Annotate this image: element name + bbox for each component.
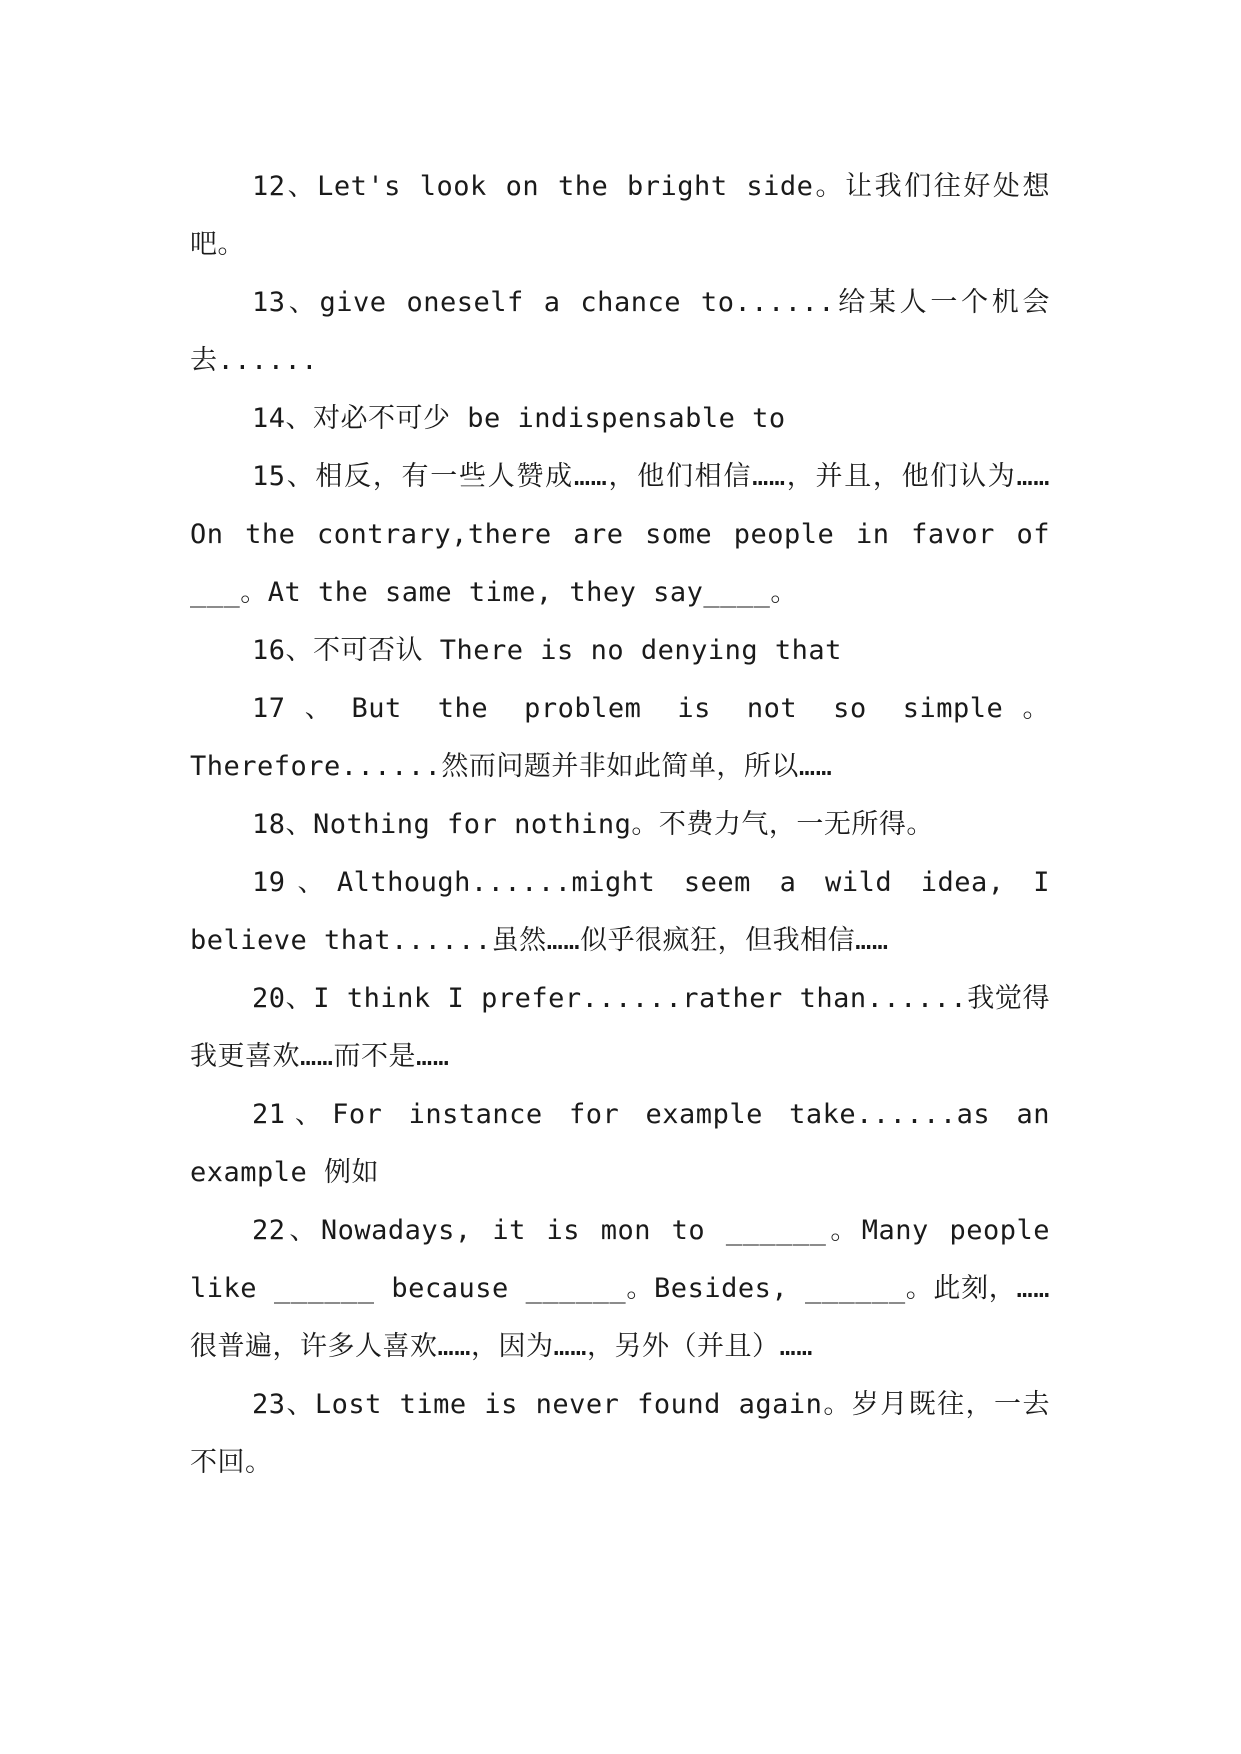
phrase-item-13: 13、give oneself a chance to......给某人一个机会去...... xyxy=(190,287,1050,376)
phrase-item-19: 19、Although......might seem a wild idea, I believe that......虽然……似乎很疯狂，但我相信…… xyxy=(190,867,1050,956)
phrase-item-16: 16、不可否认 There is no denying that xyxy=(252,635,842,666)
phrase-item-18: 18、Nothing for nothing。不费力气，一无所得。 xyxy=(252,809,934,840)
phrase-item-22: 22、Nowadays, it is mon to ______。Many people like ______ because ______。Besides, ______。此刻，……很普遍，许多人喜欢……，因为……，另外（并且）…… xyxy=(190,1215,1050,1362)
phrase-item-21: 21、For instance for example take......as an example 例如 xyxy=(190,1099,1050,1188)
phrase-item-12: 12、Let's look on the bright side。让我们往好处想吧。 xyxy=(190,171,1050,260)
phrase-item-15: 15、相反，有一些人赞成……，他们相信……，并且，他们认为……On the contrary,there are some people in favor of ___。At the same time, they say____。 xyxy=(190,461,1050,608)
phrase-item-17: 17、But the problem is not so simple。Therefore......然而问题并非如此简单，所以…… xyxy=(190,693,1050,782)
phrase-item-14: 14、对必不可少 be indispensable to xyxy=(252,403,786,434)
text-column xyxy=(190,158,1050,1492)
phrase-item-23: 23、Lost time is never found again。岁月既往，一去不回。 xyxy=(190,1389,1050,1478)
phrase-item-20: 20、I think I prefer......rather than......我觉得我更喜欢……而不是…… xyxy=(190,983,1050,1072)
